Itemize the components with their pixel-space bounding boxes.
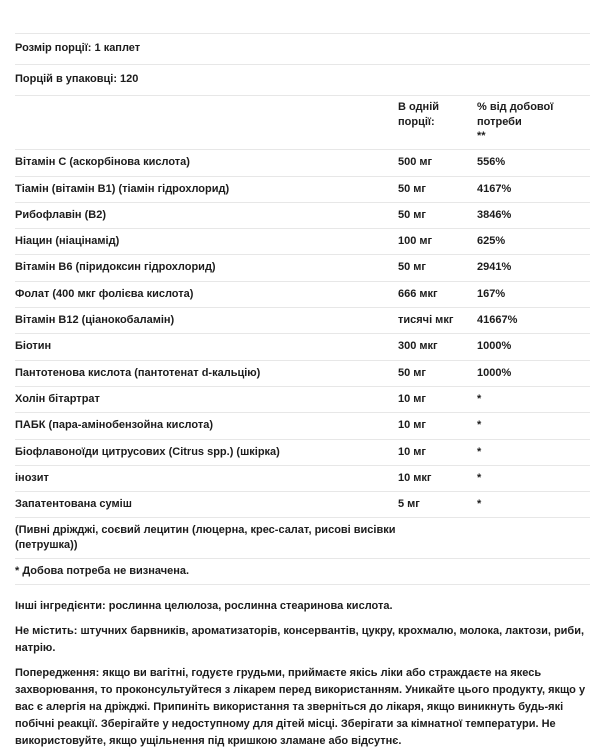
ingredient-name: Пантотенова кислота (пантотенат d-кальцію) (15, 366, 261, 379)
ingredient-amount: 10 мг (398, 419, 427, 432)
serving-size-text: Розмір порції: 1 каплет (15, 42, 141, 54)
ingredient-daily-value: 1000% (477, 340, 512, 353)
ingredient-amount: 50 мг (398, 208, 427, 221)
ingredient-daily-value: 167% (477, 287, 506, 300)
ingredient-name: Тіамін (вітамін B1) (тіамін гідрохлорид) (15, 182, 230, 195)
ingredient-daily-value: 556% (477, 156, 506, 169)
servings-per-container-text: Порцій в упаковці: 120 (15, 73, 139, 86)
table-row (15, 281, 590, 307)
ingredient-amount: 500 мг (398, 156, 433, 169)
table-row (15, 307, 590, 333)
ingredient-amount: тисячі мкг (398, 314, 454, 327)
table-row (15, 412, 590, 438)
ingredient-name: Біофлавоноїди цитрусових (Citrus spp.) (шкірка) (15, 445, 280, 458)
ingredient-amount: 10 мкг (398, 471, 432, 484)
table-header-row (15, 95, 590, 149)
column-header-daily-value: % від добової потреби ** (477, 101, 554, 142)
ingredient-name: Вітамін C (аскорбінова кислота) (15, 156, 190, 169)
ingredient-name: Рибофлавін (B2) (15, 208, 106, 221)
ingredient-daily-value: 4167% (477, 182, 512, 195)
daily-value-footnote-text: * Добова потреба не визначена. (15, 565, 190, 578)
table-row (15, 228, 590, 254)
ingredient-name: інозит (15, 471, 49, 484)
supplement-facts-panel (15, 33, 590, 585)
ingredient-daily-value: * (477, 498, 482, 511)
ingredient-name: ПАБК (пара-амінобензойна кислота) (15, 419, 214, 432)
ingredient-amount: 666 мкг (398, 287, 438, 300)
table-row (15, 465, 590, 491)
supplement-table-body (15, 149, 590, 517)
ingredient-amount: 300 мкг (398, 340, 438, 353)
ingredient-amount: 5 мг (398, 498, 420, 511)
ingredient-name: Фолат (400 мкг фолієва кислота) (15, 287, 194, 300)
does-not-contain-text: Не містить: штучних барвників, ароматизаторів, консервантів, цукру, крохмалю, молока, лактози, риби, натрію. (15, 625, 585, 655)
ingredient-amount: 50 мг (398, 261, 427, 274)
ingredient-name: Вітамін B6 (піридоксин гідрохлорид) (15, 261, 216, 274)
table-row (15, 333, 590, 359)
ingredient-name: Запатентована суміш (15, 498, 132, 511)
ingredient-amount: 10 мг (398, 392, 427, 405)
table-row (15, 360, 590, 386)
ingredient-name: Біотин (15, 340, 52, 353)
ingredient-amount: 50 мг (398, 182, 427, 195)
table-row (15, 386, 590, 412)
ingredient-daily-value: 1000% (477, 366, 512, 379)
blend-components-row (15, 517, 590, 558)
ingredient-daily-value: 3846% (477, 208, 512, 221)
other-ingredients-text: Інші інгредієнти: рослинна целюлоза, рослинна стеаринова кислота. (15, 600, 393, 613)
ingredient-amount: 10 мг (398, 445, 427, 458)
column-header-amount: В одній порції: (398, 101, 440, 128)
ingredient-amount: 100 мг (398, 235, 433, 248)
serving-size-row (15, 33, 590, 64)
table-row (15, 149, 590, 175)
ingredient-name: Холін бітартрат (15, 392, 100, 405)
ingredient-daily-value: * (477, 419, 482, 432)
table-row (15, 439, 590, 465)
ingredient-daily-value: * (477, 445, 482, 458)
ingredient-daily-value: 2941% (477, 261, 512, 274)
table-row (15, 491, 590, 517)
column-header-ingredient (15, 100, 398, 143)
additional-info-section (15, 598, 590, 750)
table-row (15, 254, 590, 280)
servings-per-container-row (15, 64, 590, 95)
ingredient-daily-value: * (477, 392, 482, 405)
ingredient-name: Вітамін B12 (ціанокобаламін) (15, 314, 175, 327)
ingredient-daily-value: 41667% (477, 314, 518, 327)
blend-components-text: (Пивні дріжджі, соєвий лецитин (люцерна, крес-салат, рисові висівки (петрушка)) (15, 524, 396, 551)
ingredient-daily-value: 625% (477, 235, 506, 248)
warning-text: Попередження: якщо ви вагітні, годуєте грудьми, приймаєте якісь ліки або страждаєте на якесь захворювання, то проконсультуйтеся з лікарем перед використанням. Уникайте цього продукту, якщо у вас є алергія на дріжджі. Припиніть використання та зверніться до лікаря, якщо виникнуть будь-які побічні реакції. Зберігайте у недоступному для дітей місці. Зберігати за кімнатної температури. Не використовуйте, якщо ущільнення під кришкою зламане або відсутнє. (15, 667, 586, 748)
ingredient-amount: 50 мг (398, 366, 427, 379)
daily-value-footnote-row (15, 558, 590, 585)
table-row (15, 176, 590, 202)
ingredient-name: Ніацин (ніацінамід) (15, 235, 120, 248)
table-row (15, 202, 590, 228)
ingredient-daily-value: * (477, 471, 482, 484)
